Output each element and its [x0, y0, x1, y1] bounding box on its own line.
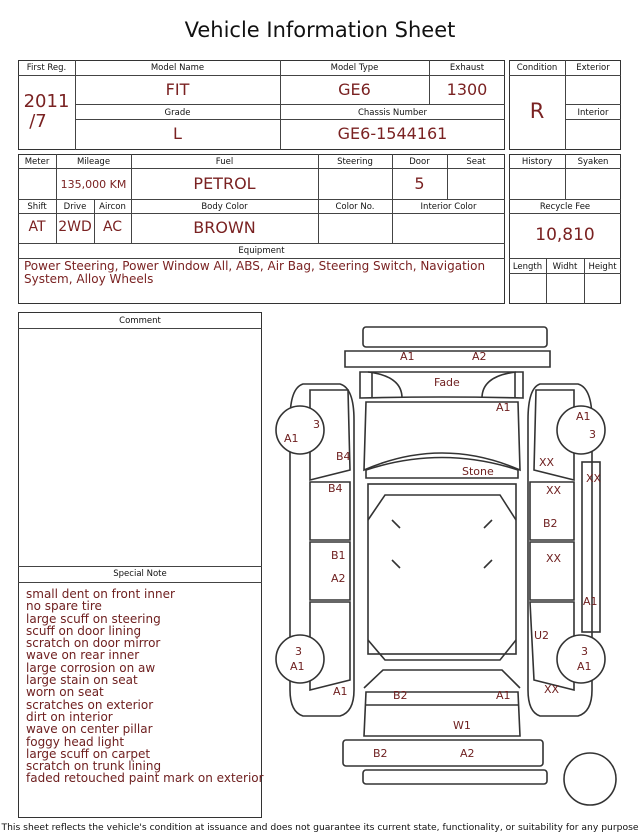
exhaust-label: Exhaust	[449, 63, 485, 73]
height-label: Height	[588, 262, 617, 272]
mileage-label: Mileage	[76, 157, 111, 167]
chassis-number-value: GE6-1544161	[337, 124, 448, 143]
steering-label: Steering	[337, 157, 373, 167]
grade-value: L	[173, 124, 182, 143]
model-type-label: Model Type	[330, 63, 379, 73]
first-reg-month: /7	[29, 111, 47, 132]
spare-wheel	[564, 753, 616, 805]
color-no-label: Color No.	[335, 202, 375, 212]
special-note-item: scratches on exterior	[26, 697, 154, 712]
special-note-item: large corrosion on aw	[26, 660, 156, 675]
drive-label: Drive	[63, 202, 87, 212]
special-note-item: no spare tire	[26, 599, 102, 614]
width-label: Widht	[552, 262, 578, 272]
damage-mark: A1	[583, 595, 598, 608]
damage-mark: B1	[331, 549, 346, 562]
door-value: 5	[414, 174, 425, 193]
door-label: Door	[409, 157, 430, 167]
condition-value: R	[529, 99, 545, 123]
page-title: Vehicle Information Sheet	[184, 18, 456, 42]
damage-mark: A1	[496, 401, 511, 414]
damage-mark: Stone	[462, 465, 494, 478]
damage-mark: B2	[373, 747, 388, 760]
chassis-number-label: Chassis Number	[357, 108, 428, 118]
front-bumper-outline	[363, 327, 547, 347]
special-note-item: scratch on door mirror	[26, 636, 161, 651]
body-color-value: BROWN	[193, 218, 256, 237]
comment-label: Comment	[119, 316, 161, 326]
equipment-label: Equipment	[238, 246, 285, 256]
recycle-fee-value: 10,810	[535, 225, 595, 245]
damage-mark: Fade	[434, 376, 460, 389]
shift-label: Shift	[27, 202, 47, 212]
damage-mark: W1	[453, 719, 471, 732]
special-note-item: small dent on front inner	[26, 587, 175, 601]
damage-mark: A1	[284, 432, 299, 445]
exterior-label: Exterior	[576, 63, 610, 73]
damage-mark: B4	[328, 482, 343, 495]
damage-mark: A2	[331, 572, 346, 585]
damage-mark: A2	[460, 747, 475, 760]
history-label: History	[521, 157, 553, 167]
wheel-rear-right	[557, 635, 605, 683]
roof-outline	[368, 484, 516, 654]
grade-label: Grade	[164, 108, 191, 118]
damage-mark: XX	[546, 484, 562, 497]
first-reg-year: 2011	[23, 91, 70, 112]
mileage-value: 135,000 KM	[60, 178, 127, 191]
damage-mark: A1	[333, 685, 348, 698]
special-note-item: worn on seat	[26, 685, 104, 700]
damage-mark: B4	[336, 450, 351, 463]
special-note-label: Special Note	[113, 569, 167, 579]
shift-value: AT	[28, 219, 46, 235]
special-note-item: foggy head light	[26, 734, 125, 749]
interior-color-label: Interior Color	[420, 202, 477, 212]
damage-mark: B2	[543, 517, 558, 530]
aircon-label: Aircon	[99, 202, 126, 212]
fuel-label: Fuel	[215, 157, 234, 167]
damage-mark: XX	[546, 552, 562, 565]
drive-value: 2WD	[58, 219, 92, 235]
damage-mark: 3	[589, 428, 596, 441]
damage-mark: 3	[313, 418, 320, 431]
body-color-label: Body Color	[201, 202, 248, 212]
damage-mark: A1	[496, 689, 511, 702]
special-note-item: large scuff on carpet	[26, 746, 151, 761]
syaken-label: Syaken	[577, 157, 609, 167]
special-note-item: large scuff on steering	[26, 611, 161, 626]
special-note-item: dirt on interior	[26, 709, 113, 724]
damage-mark: XX	[586, 472, 602, 485]
special-note-item: scratch on trunk lining	[26, 759, 162, 774]
damage-mark: B2	[393, 689, 408, 702]
condition-label: Condition	[516, 63, 558, 73]
exhaust-value: 1300	[446, 80, 488, 99]
length-label: Length	[512, 262, 543, 272]
model-name-label: Model Name	[150, 63, 205, 73]
meter-label: Meter	[24, 157, 50, 167]
special-note-item: faded retouched paint mark on exterior	[26, 771, 264, 786]
recycle-fee-label: Recycle Fee	[539, 202, 591, 212]
damage-mark: A1	[576, 410, 591, 423]
interior-label: Interior	[577, 108, 609, 118]
first-reg-label: First Reg.	[26, 63, 67, 73]
damage-mark: U2	[534, 629, 550, 642]
damage-mark: XX	[544, 683, 560, 696]
special-note-item: large stain on seat	[26, 673, 138, 688]
disclaimer-footer: This sheet reflects the vehicle's condition at issuance and does not guarantee its current state, functionality, or suitability for any purpose	[1, 822, 639, 833]
fuel-value: PETROL	[193, 174, 256, 193]
damage-mark: A1	[577, 660, 592, 673]
damage-mark: 3	[295, 645, 302, 658]
seat-label: Seat	[466, 157, 486, 167]
special-note-item: wave on center pillar	[26, 722, 153, 737]
model-type-value: GE6	[338, 80, 371, 99]
damage-mark: A1	[290, 660, 305, 673]
equipment-value: Power Steering, Power Window All, ABS, Air Bag, Steering Switch, Navigation System, Alloy Wheels	[24, 259, 486, 286]
model-name-value: FIT	[165, 80, 190, 99]
aircon-value: AC	[102, 219, 123, 235]
damage-mark: XX	[539, 456, 555, 469]
special-note-item: scuff on door lining	[26, 623, 142, 638]
special-note-item: wave on rear inner	[26, 648, 140, 663]
damage-mark: A1	[400, 350, 415, 363]
wheel-rear-left	[276, 635, 324, 683]
damage-mark: 3	[581, 645, 588, 658]
damage-mark: A2	[472, 350, 487, 363]
